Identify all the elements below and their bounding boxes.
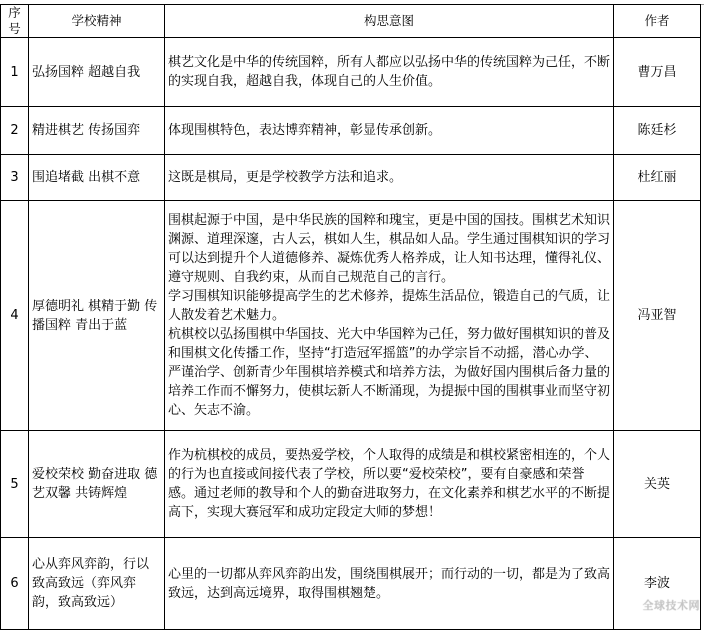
cell-motto[interactable]: 围追堵截 出棋不意 <box>29 155 165 201</box>
cell-desc[interactable] <box>165 431 614 538</box>
cell-no[interactable]: 4 <box>1 201 29 431</box>
watermark-logo: 全球技术网 <box>642 599 700 612</box>
cell-motto[interactable]: 厚德明礼 棋精于勤 传播国粹 青出于蓝 <box>29 201 165 431</box>
table-row <box>1 538 701 630</box>
desc-paragraph: 杭棋校以弘扬围棋中华国技、光大中华国粹为己任，努力做好围棋知识的普及和围棋文化传播工作，坚持“打造冠军摇篮”的办学宗旨不动摇，潜心办学、严谨治学、创新青少年围棋培养模式和培养方法，为做好国内围棋后备力量的培养工作而不懈努力，使棋坛新人不断涌现，为提振中国的围棋事业而坚守初心、矢志不渝。 <box>168 327 611 418</box>
desc-paragraph: 学习围棋知识能够提高学生的艺术修养，提炼生活品位，锻造自己的气质，让人散发着艺术魅力。 <box>168 289 611 323</box>
cell-author[interactable]: 曹万昌 <box>614 38 701 107</box>
table-row <box>1 431 701 538</box>
desc-paragraph: 棋艺文化是中华的传统国粹，所有人都应以弘扬中华的传统国粹为己任，不断的实现自我，超越自我，体现自己的人生价值。 <box>168 55 611 89</box>
cell-author[interactable]: 李波 <box>614 538 701 630</box>
cell-no[interactable]: 2 <box>1 107 29 155</box>
cell-motto[interactable]: 爱校荣校 勤奋进取 德艺双馨 共铸辉煌 <box>29 431 165 538</box>
cell-desc[interactable] <box>165 538 614 630</box>
cell-desc[interactable] <box>165 107 614 155</box>
desc-paragraph: 心里的一切都从弈风弈韵出发，围绕围棋展开；而行动的一切，都是为了致高致远，达到高远境界，取得围棋翘楚。 <box>168 566 611 601</box>
header-motto[interactable]: 学校精神 <box>29 5 165 38</box>
cell-motto[interactable]: 精进棋艺 传扬国弈 <box>29 107 165 155</box>
header-desc[interactable]: 构思意图 <box>165 5 614 38</box>
cell-desc[interactable] <box>165 155 614 201</box>
cell-no[interactable]: 1 <box>1 38 29 107</box>
cell-motto[interactable]: 弘扬国粹 超越自我 <box>29 38 165 107</box>
table-row <box>1 107 701 155</box>
cell-author[interactable]: 关英 <box>614 431 701 538</box>
cell-desc[interactable] <box>165 38 614 107</box>
table-row <box>1 155 701 201</box>
desc-paragraph: 体现围棋特色，表达博弈精神，彰显传承创新。 <box>168 123 442 138</box>
desc-paragraph: 这既是棋局，更是学校教学方法和追求。 <box>168 170 403 185</box>
desc-paragraph: 围棋起源于中国，是中华民族的国粹和瑰宝，更是中国的国技。围棋艺术知识渊源、道理深邃，古人云，棋如人生，棋品如人品。学生通过围棋知识的学习可以达到提升个人道德修养、凝炼优秀人格养成，让人知书达理，懂得礼仪、遵守规则、自我约束，从而自己规范自己的言行。 <box>168 213 611 285</box>
cell-author[interactable]: 陈廷杉 <box>614 107 701 155</box>
cell-no[interactable]: 5 <box>1 431 29 538</box>
header-author[interactable]: 作者 <box>614 5 701 38</box>
cell-author[interactable]: 杜红丽 <box>614 155 701 201</box>
cell-motto[interactable]: 心从弈风弈韵，行以致高致远（弈风弈韵，致高致远） <box>29 538 165 630</box>
slogan-table <box>0 4 701 630</box>
cell-no[interactable]: 6 <box>1 538 29 630</box>
header-row <box>1 5 701 38</box>
desc-paragraph: 作为杭棋校的成员，要热爱学校，个人取得的成绩是和棋校紧密相连的，个人的行为也直接或间接代表了学校，所以要“爱校荣校”，要有自豪感和荣誉感。通过老师的教导和个人的勤奋进取努力，在文化素养和棋艺水平的不断提高下，实现大赛冠军和成功定段定大师的梦想！ <box>168 448 611 520</box>
cell-no[interactable]: 3 <box>1 155 29 201</box>
header-no[interactable]: 序号 <box>1 5 29 38</box>
table-row <box>1 38 701 107</box>
cell-desc[interactable] <box>165 201 614 431</box>
table-row <box>1 201 701 431</box>
cell-author[interactable]: 冯亚智 <box>614 201 701 431</box>
